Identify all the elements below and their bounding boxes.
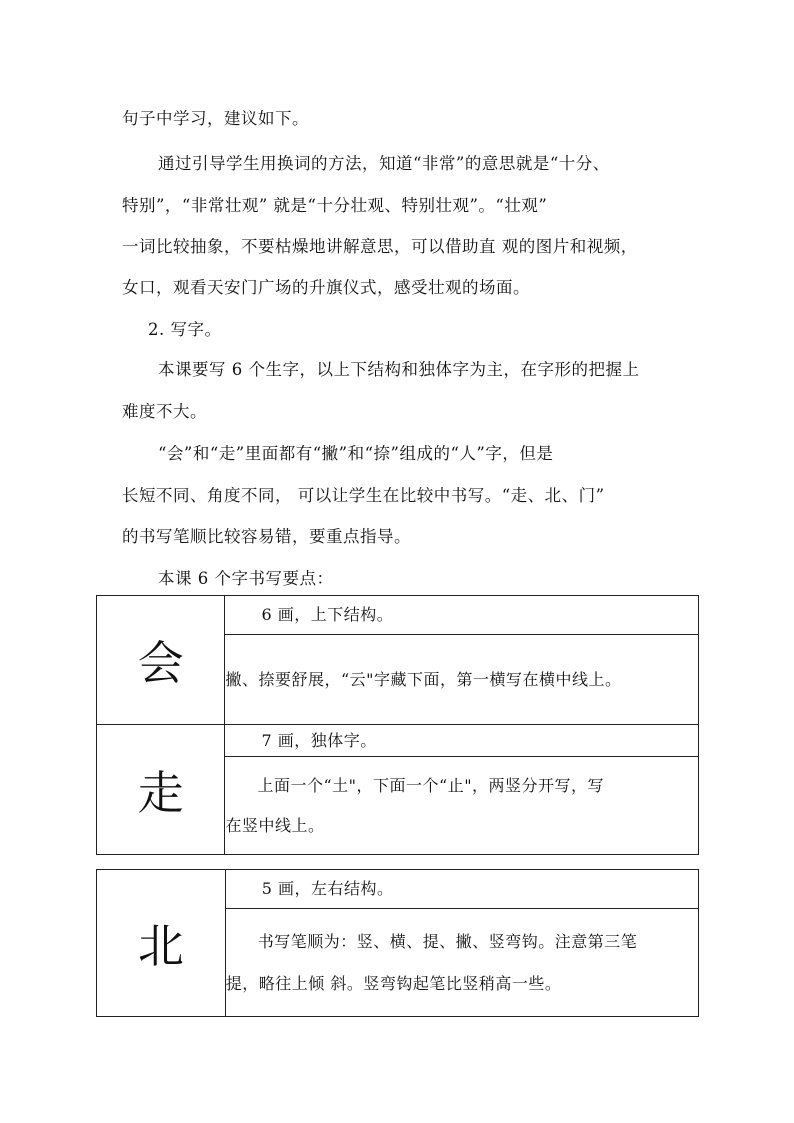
paragraph-line: 本课 6 个字书写要点： [158, 569, 334, 588]
paragraph-line: 女口，观看天安门广场的升旗仪式，感受壮观的场面。 [122, 278, 530, 297]
paragraph-line: 特别”，“非常壮观” 就是“十分壮观、特别壮观”。“壮观” [122, 196, 548, 215]
section-heading: 2. 写字。 [148, 320, 222, 339]
writing-note: 撇、捺要舒展，“云"字藏下面，第一横写在横中线上。 [225, 635, 699, 725]
paragraph-line: 句子中学习，建议如下。 [122, 109, 309, 128]
paragraph-line: 长短不同、角度不同， 可以让学生在比较中书写。“走、北、门” [122, 486, 605, 505]
paragraph-line: 一词比较抽象，不要枯燥地讲解意思，可以借助直 观的图片和视频， [122, 237, 638, 256]
paragraph-line: 通过引导学生用换词的方法，知道“非常”的意思就是“十分、 [158, 154, 610, 173]
paragraph-line: 难度不大。 [122, 402, 207, 421]
stroke-info: 7 画，独体字。 [225, 725, 699, 757]
paragraph-line: 的书写笔顺比较容易错，要重点指导。 [122, 527, 411, 546]
writing-note-line: 上面一个“土"，下面一个“止"，两竖分开写，写 [257, 775, 605, 795]
paragraph-line: “会”和“走”里面都有“撇”和“捺”组成的“人”字，但是 [158, 444, 554, 463]
stroke-info: 6 画，上下结构。 [225, 596, 699, 635]
writing-note-line: 在竖中线上。 [225, 815, 325, 835]
writing-note [225, 757, 699, 855]
character-cell: 会 [97, 596, 225, 725]
writing-note [225, 909, 698, 1017]
character-table [96, 595, 699, 855]
writing-note-line: 书写笔顺为：竖、横、提、撇、竖弯钩。注意第三笔 [257, 931, 638, 951]
paragraph-line: 本课要写 6 个生字，以上下结构和独体字为主，在字形的把握上 [158, 360, 640, 379]
character-table [96, 869, 699, 1017]
stroke-info: 5 画，左右结构。 [225, 870, 698, 909]
character-cell: 北 [97, 870, 226, 1017]
character-cell: 走 [97, 725, 225, 855]
writing-note-line: 提，略往上倾 斜。竖弯钩起笔比竖稍高一些。 [225, 973, 562, 993]
